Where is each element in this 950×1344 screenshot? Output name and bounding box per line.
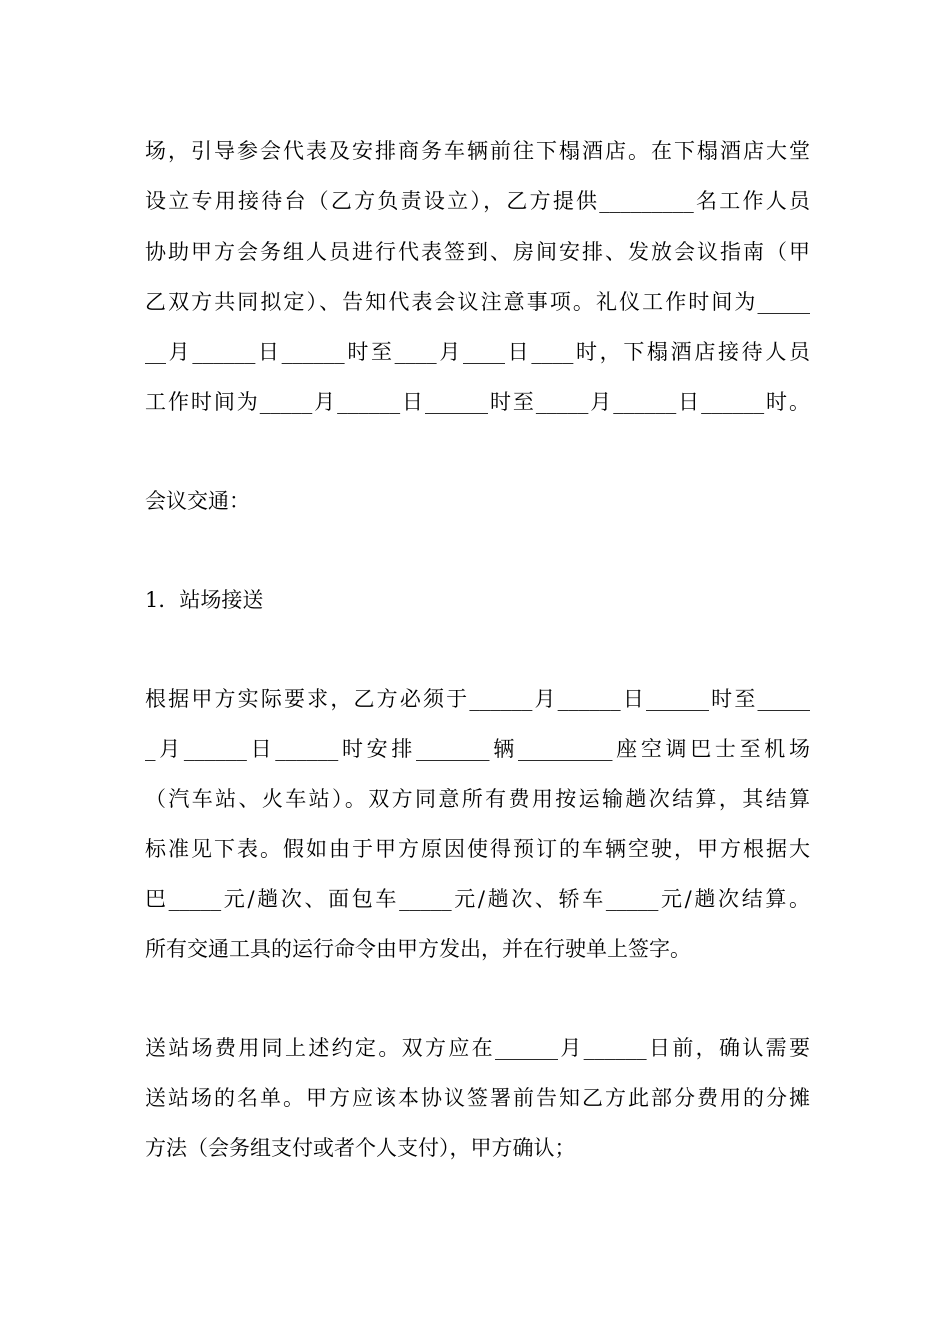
reception-line-5: __月______日______时至____月____日____时，下榻酒店接待人员 [145,340,810,364]
pickup-line-3: （汽车站、火车站）。双方同意所有费用按运输趟次结算，其结算 [145,787,810,811]
dropoff-line-3: 方法（会务组支付或者个人支付），甲方确认； [145,1136,576,1160]
reception-line-4: 乙双方共同拟定）、告知代表会议注意事项。礼仪工作时间为_____ [145,290,810,314]
pickup-line-2: _月______日______时安排_______辆_________座空调巴士至机场 [145,737,810,761]
pickup-line-4: 标准见下表。假如由于甲方原因使得预订的车辆空驶，甲方根据大 [145,837,810,861]
pickup-line-5: 巴_____元/趟次、面包车_____元/趟次、轿车_____元/趟次结算。 [145,887,810,911]
reception-line-3: 协助甲方会务组人员进行代表签到、房间安排、发放会议指南（甲 [145,240,810,264]
reception-line-2: 设立专用接待台（乙方负责设立），乙方提供_________名工作人员 [145,189,810,213]
subsection-heading-station: 1．站场接送 [145,588,264,612]
pickup-line-1: 根据甲方实际要求，乙方必须于______月______日______时至_____ [145,687,810,711]
dropoff-line-2: 送站场的名单。甲方应该本协议签署前告知乙方此部分费用的分摊 [145,1086,810,1110]
section-heading-transport: 会议交通： [145,489,250,513]
dropoff-line-1: 送站场费用同上述约定。双方应在______月______日前，确认需要 [145,1036,810,1060]
reception-line-1: 场，引导参会代表及安排商务车辆前往下榻酒店。在下榻酒店大堂 [145,139,810,163]
reception-line-6: 工作时间为_____月______日______时至_____月______日______时。 [145,390,810,414]
pickup-line-6: 所有交通工具的运行命令由甲方发出，并在行驶单上签字。 [145,937,691,961]
